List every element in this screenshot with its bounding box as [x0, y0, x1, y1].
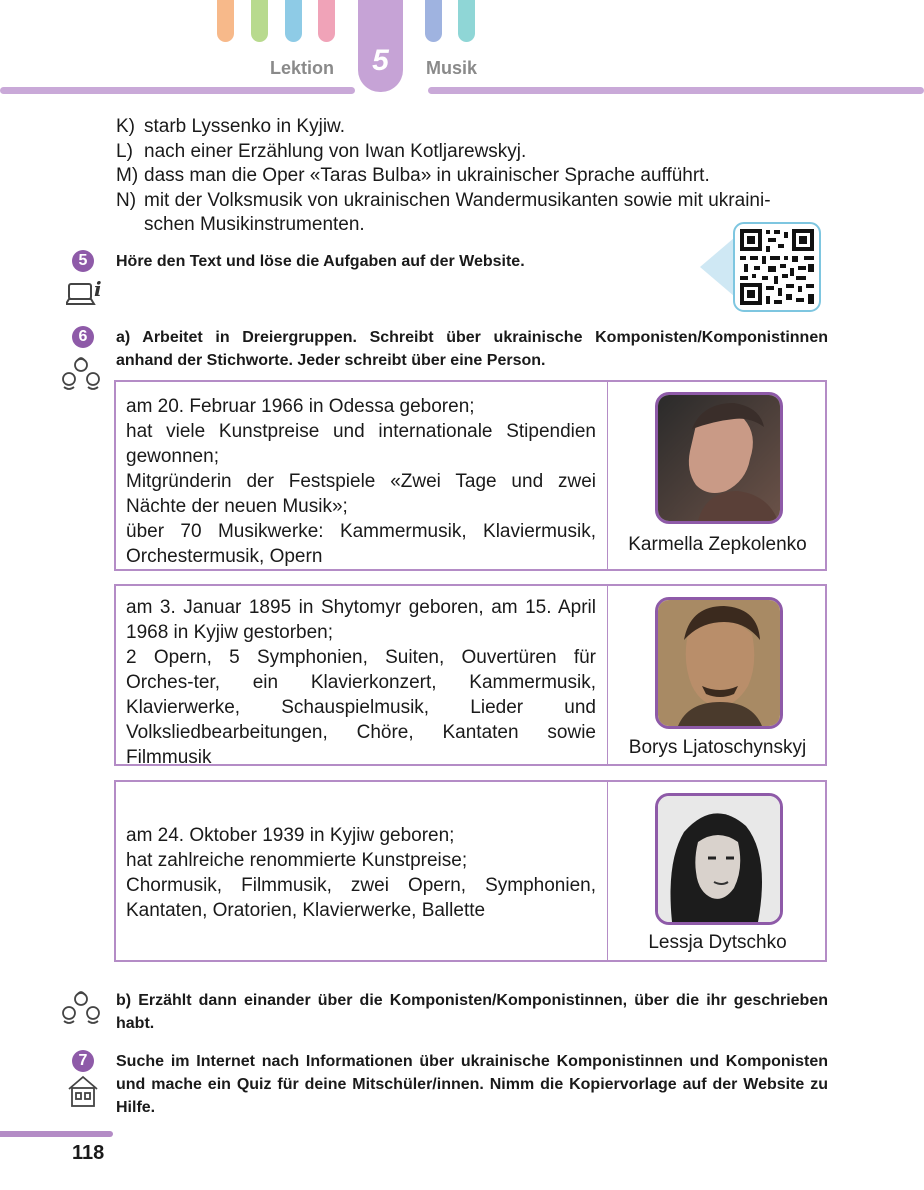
group-work-icon: [60, 989, 102, 1030]
composer-facts: [126, 394, 596, 569]
task-5-text: Höre den Text und löse die Aufgaben auf der Website.: [116, 253, 525, 270]
color-tab-2: [251, 0, 268, 42]
list-item: [116, 164, 710, 188]
composer-fact: am 20. Februar 1966 in Odessa geboren;: [126, 396, 475, 417]
composer-facts: [126, 595, 596, 770]
composer-name: Borys Ljatoschynskyj: [628, 737, 807, 758]
header-line-left: [0, 87, 355, 94]
composer-fact: hat viele Kunstpreise und internationale Stipendien gewonnen;: [126, 421, 596, 467]
lesson-number: 5: [372, 44, 389, 77]
list-item-continuation: schen Musikinstrumenten.: [144, 214, 365, 235]
composer-photo: [655, 392, 783, 524]
color-tab-4: [318, 0, 335, 42]
qr-code-icon[interactable]: [700, 222, 822, 317]
list-item: [116, 189, 771, 213]
list-item-label: M): [116, 165, 139, 186]
composer-fact: über 70 Musikwerke: Kammermusik, Klaviermusik, Orchestermusik, Opern: [126, 521, 596, 567]
color-tab-6: [458, 0, 475, 42]
group-work-icon: [60, 355, 102, 396]
composer-card: [114, 380, 827, 571]
list-item-label: K): [116, 116, 135, 137]
composer-fact: Chormusik, Filmmusik, zwei Opern, Symphonien, Kantaten, Oratorien, Klavierwerke, Ballette: [126, 875, 596, 921]
composer-fact: Mitgründerin der Festspiele «Zwei Tage und zwei Nächte der neuen Musik»;: [126, 471, 596, 517]
header-line-right: [428, 87, 924, 94]
header-subject-label: Musik: [426, 58, 478, 78]
composer-fact: am 3. Januar 1895 in Shytomyr geboren, am 15. April 1968 in Kyjiw gestorben;: [126, 597, 596, 643]
list-item-text: nach einer Erzählung von Iwan Kotljarewskyj.: [144, 141, 527, 162]
task-number-5: 5: [72, 250, 94, 272]
list-item-text: starb Lyssenko in Kyjiw.: [144, 116, 345, 137]
task-number-7: 7: [72, 1050, 94, 1072]
composer-card: [114, 584, 827, 766]
homework-house-icon: [66, 1074, 100, 1113]
svg-text:i: i: [94, 277, 102, 301]
color-tab-3: [285, 0, 302, 42]
task-number-6: 6: [72, 326, 94, 348]
composer-photo: [655, 597, 783, 729]
composer-photo: [655, 793, 783, 925]
composer-name: Lessja Dytschko: [648, 932, 787, 953]
footer-line: [0, 1131, 113, 1137]
list-item-label: N): [116, 190, 137, 211]
composer-facts: [126, 823, 596, 923]
task-6a-text: a) Arbeitet in Dreiergruppen. Schreibt über ukrainische Komponisten/Komponistinnen anhand der Stichworte. Jeder schreibt über eine Person.: [116, 329, 828, 369]
list-item-label: L): [116, 141, 133, 162]
task-6b-text: b) Erzählt dann einander über die Komponisten/Komponistinnen, über die ihr geschrieben habt.: [116, 992, 828, 1032]
composer-name: Karmella Zepkolenko: [628, 534, 807, 555]
laptop-info-icon: [66, 276, 106, 315]
lesson-badge: [358, 0, 403, 92]
color-tab-5: [425, 0, 442, 42]
color-tab-1: [217, 0, 234, 42]
list-item-text: dass man die Oper «Taras Bulba» in ukrainischer Sprache aufführt.: [144, 165, 710, 186]
list-item: [116, 140, 526, 164]
header-lesson-label: Lektion: [270, 58, 335, 78]
task-7-text: Suche im Internet nach Informationen über ukrainische Komponistinnen und Komponisten und mache ein Quiz für deine Mitschüler/innen. Nimm die Kopiervorlage auf der Website zu Hilfe.: [116, 1053, 828, 1116]
composer-fact: 2 Opern, 5 Symphonien, Suiten, Ouvertüren für Orches-ter, ein Klavierkonzert, Kammermusik, Klavierwerke, Schauspielmusik, Lieder und Volksliedbearbeitungen, Chöre, Kantaten sowie Filmmusik: [126, 647, 596, 768]
list-item: [116, 115, 345, 139]
composer-fact: hat zahlreiche renommierte Kunstpreise;: [126, 850, 468, 871]
page-number: 118: [72, 1142, 105, 1164]
composer-card: [114, 780, 827, 962]
list-item-text: mit der Volksmusik von ukrainischen Wandermusikanten sowie mit ukraini-: [144, 190, 771, 211]
composer-fact: am 24. Oktober 1939 in Kyjiw geboren;: [126, 825, 455, 846]
